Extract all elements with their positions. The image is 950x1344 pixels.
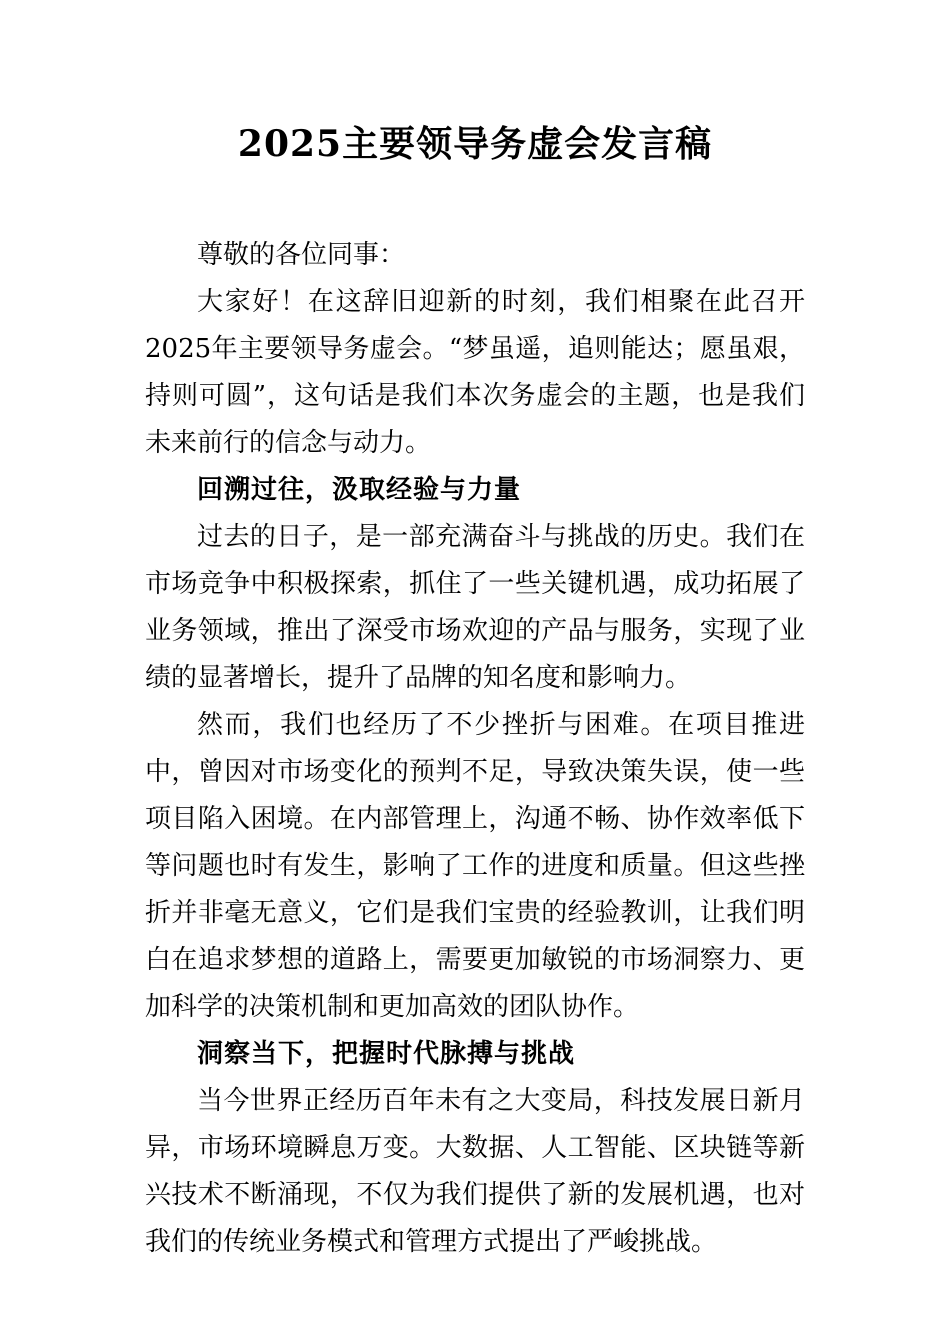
document-title: 2025主要领导务虚会发言稿	[237, 123, 713, 165]
paragraph-setbacks: 然而，我们也经历了不少挫折与困难。在项目推进中，曾因对市场变化的预判不足，导致决策失误，使一些项目陷入困境。在内部管理上，沟通不畅、协作效率低下等问题也时有发生，影响了工作的进度和质量。但这些挫折并非毫无意义，它们是我们宝贵的经验教训，让我们明白在追求梦想的道路上，需要更加敏锐的市场洞察力、更加科学的决策机制和更加高效的团队协作。	[145, 710, 805, 1022]
section-heading-review-past: 回溯过往，汲取经验与力量	[197, 475, 522, 505]
salutation-line: 尊敬的各位同事：	[197, 240, 406, 270]
paragraph-achievements: 过去的日子，是一部充满奋斗与挑战的历史。我们在市场竞争中积极探索，抓住了一些关键机遇，成功拓展了业务领域，推出了深受市场欢迎的产品与服务，实现了业绩的显著增长，提升了品牌的知名度和影响力。	[145, 522, 805, 693]
section-heading-insight-present: 洞察当下，把握时代脉搏与挑战	[197, 1039, 576, 1069]
document-body	[145, 232, 805, 1266]
paragraph-opening: 大家好！在这辞旧迎新的时刻，我们相聚在此召开2025年主要领导务虚会。“梦虽遥，追则能达；愿虽艰，持则可圆”，这句话是我们本次务虚会的主题，也是我们未来前行的信念与动力。	[145, 287, 805, 458]
paragraph-current-trends: 当今世界正经历百年未有之大变局，科技发展日新月异，市场环境瞬息万变。大数据、人工智能、区块链等新兴技术不断涌现，不仅为我们提供了新的发展机遇，也对我们的传统业务模式和管理方式提出了严峻挑战。	[145, 1086, 805, 1257]
